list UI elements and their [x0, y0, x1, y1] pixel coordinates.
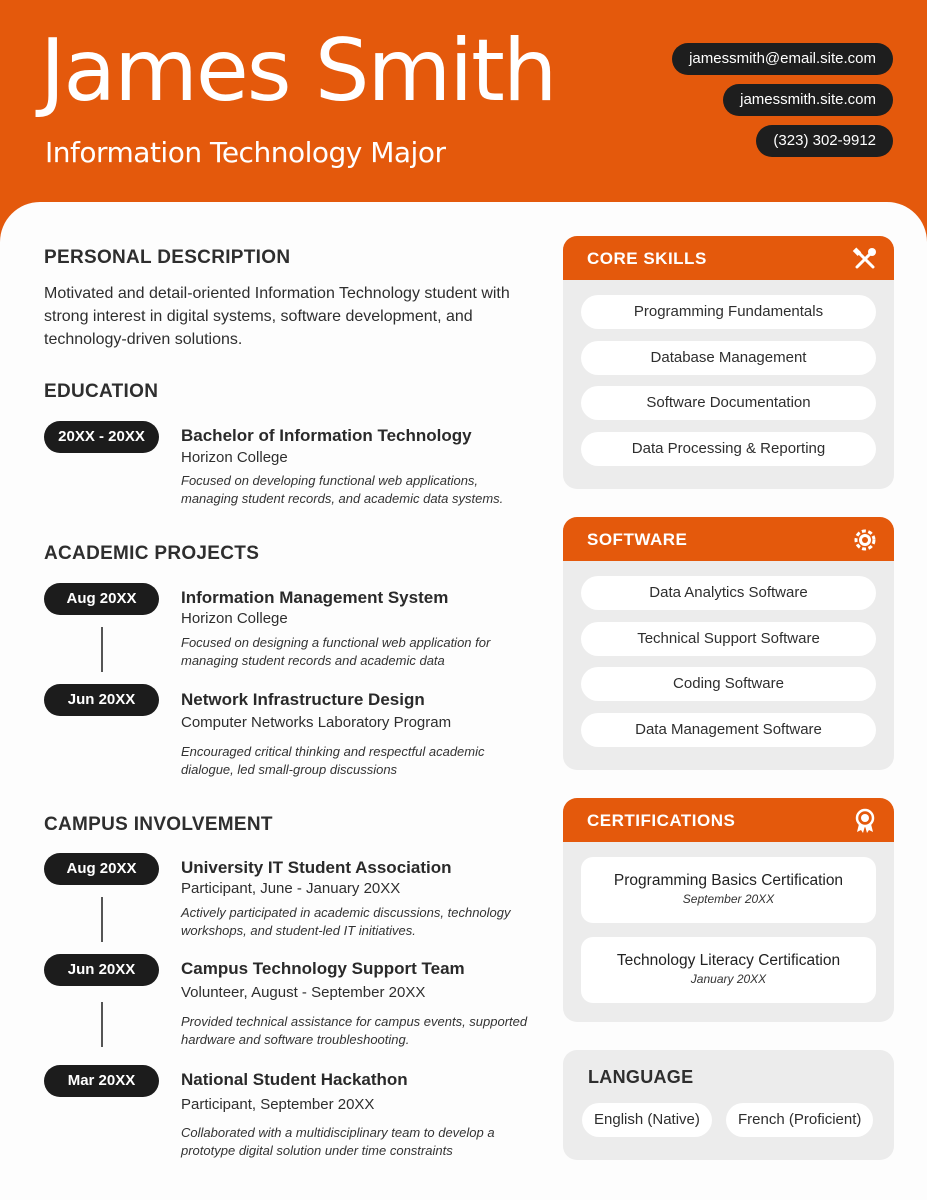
timeline-connector	[101, 627, 103, 672]
entry-subtitle: Participant, June - January 20XX	[181, 880, 401, 897]
timeline-connector	[101, 897, 103, 942]
email-badge[interactable]: jamessmith@email.site.com	[672, 43, 893, 75]
language-heading: LANGUAGE	[588, 1067, 694, 1087]
software-item: Technical Support Software	[581, 622, 876, 656]
certification-item	[581, 937, 876, 1003]
date-pill: Mar 20XX	[44, 1065, 159, 1097]
date-pill: Aug 20XX	[44, 583, 159, 615]
entry-title: Information Management System	[181, 588, 449, 607]
certification-title: Programming Basics Certification	[613, 872, 844, 889]
entry-subtitle: Horizon College	[181, 449, 288, 466]
certification-date: September 20XX	[682, 892, 775, 906]
entry-title: Campus Technology Support Team	[181, 959, 465, 978]
entry-title: Bachelor of Information Technology	[181, 426, 472, 445]
certifications-heading: CERTIFICATIONS	[587, 811, 736, 830]
certifications-card	[563, 798, 894, 1022]
language-item: English (Native)	[582, 1103, 712, 1137]
entry-description: Encouraged critical thinking and respectful academic dialogue, led small-group discussions	[181, 744, 485, 777]
skill-item: Data Processing & Reporting	[581, 432, 876, 466]
campus-involvement-heading: CAMPUS INVOLVEMENT	[44, 814, 273, 835]
phone-badge[interactable]: (323) 302-9912	[756, 125, 893, 157]
software-card	[563, 517, 894, 770]
skill-item: Database Management	[581, 341, 876, 375]
website-badge[interactable]: jamessmith.site.com	[723, 84, 893, 116]
software-item: Data Analytics Software	[581, 576, 876, 610]
academic-projects-heading: ACADEMIC PROJECTS	[44, 543, 260, 564]
education-heading: EDUCATION	[44, 381, 159, 402]
certification-item	[581, 857, 876, 923]
candidate-major: Information Technology Major	[45, 136, 446, 169]
software-item: Data Management Software	[581, 713, 876, 747]
entry-title: National Student Hackathon	[181, 1070, 408, 1089]
gear-icon	[852, 527, 878, 553]
entry-description: Actively participated in academic discussions, technology workshops, and student-led IT initiatives.	[181, 905, 511, 938]
certification-date: January 20XX	[690, 972, 767, 986]
date-pill: 20XX - 20XX	[44, 421, 159, 453]
certifications-header	[563, 798, 894, 842]
core-skills-heading: CORE SKILLS	[587, 249, 707, 268]
entry-title: Network Infrastructure Design	[181, 690, 425, 709]
entry-subtitle: Participant, September 20XX	[181, 1096, 375, 1113]
entry-description: Focused on developing functional web applications, managing student records, and academic data systems.	[181, 473, 504, 506]
software-heading: SOFTWARE	[587, 530, 688, 549]
candidate-name: James Smith	[40, 21, 556, 121]
entry-subtitle: Computer Networks Laboratory Program	[181, 714, 452, 731]
core-skills-header	[563, 236, 894, 280]
timeline-connector	[101, 1002, 103, 1047]
date-pill: Aug 20XX	[44, 853, 159, 885]
entry-description: Provided technical assistance for campus events, supported hardware and software troubleshooting.	[181, 1014, 528, 1047]
entry-subtitle: Volunteer, August - September 20XX	[181, 984, 426, 1001]
header	[0, 0, 927, 230]
tools-icon	[852, 246, 878, 272]
software-item: Coding Software	[581, 667, 876, 701]
language-card	[563, 1050, 894, 1160]
certification-title: Technology Literacy Certification	[616, 952, 841, 969]
entry-description: Collaborated with a multidisciplinary team to develop a prototype digital solution under time constraints	[181, 1125, 495, 1158]
skill-item: Programming Fundamentals	[581, 295, 876, 329]
core-skills-card	[563, 236, 894, 489]
skill-item: Software Documentation	[581, 386, 876, 420]
language-item: French (Proficient)	[726, 1103, 873, 1137]
personal-description-heading: PERSONAL DESCRIPTION	[44, 247, 291, 268]
software-header	[563, 517, 894, 561]
date-pill: Jun 20XX	[44, 684, 159, 716]
date-pill: Jun 20XX	[44, 954, 159, 986]
entry-subtitle: Horizon College	[181, 610, 288, 627]
entry-title: University IT Student Association	[181, 858, 452, 877]
personal-description-text: Motivated and detail-oriented Information Technology student with strong interest in digital systems, software development, and technology-driven solutions.	[44, 285, 510, 348]
award-icon	[852, 808, 878, 834]
resume-body	[0, 202, 927, 1200]
entry-description: Focused on designing a functional web application for managing student records and academic data	[181, 635, 491, 668]
